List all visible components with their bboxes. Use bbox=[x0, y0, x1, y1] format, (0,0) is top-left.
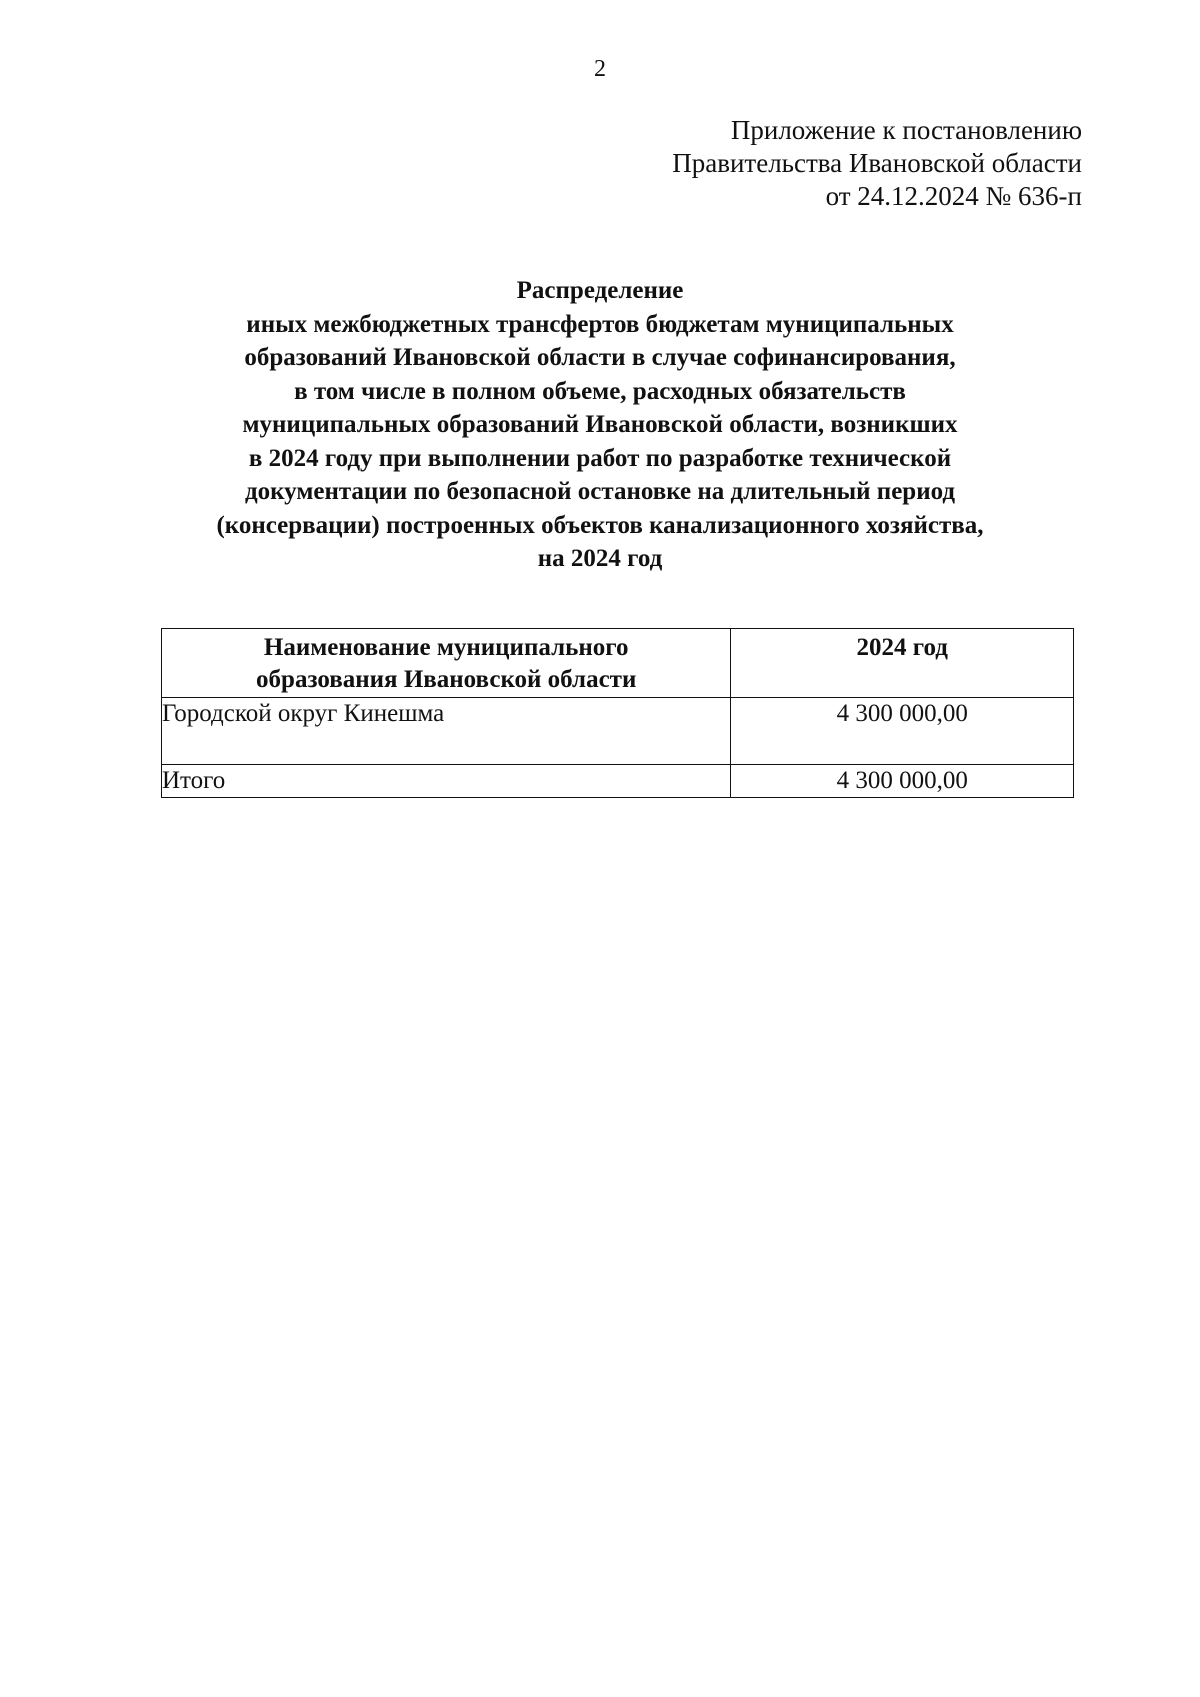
title-line: Распределение bbox=[516, 277, 684, 304]
header-municipality-name bbox=[162, 629, 731, 698]
title-line: (консервации) построенных объектов канализационного хозяйства, bbox=[216, 511, 984, 539]
total-amount-cell: 4 300 000,00 bbox=[731, 765, 1074, 798]
table-header-row bbox=[162, 629, 1074, 698]
title-line: иных межбюджетных трансфертов бюджетам муниципальных bbox=[246, 310, 954, 338]
page-number: 2 bbox=[594, 56, 606, 82]
appendix-reference bbox=[672, 114, 1082, 213]
total-label-cell: Итого bbox=[162, 765, 731, 798]
title-line: муниципальных образований Ивановской области, возникших bbox=[242, 411, 958, 438]
title-line: на 2024 год bbox=[537, 545, 663, 572]
appendix-line: Правительства Ивановской области bbox=[672, 148, 1082, 178]
table-row bbox=[162, 698, 1074, 765]
appendix-line: Приложение к постановлению bbox=[730, 115, 1082, 145]
header-name-line: образования Ивановской области bbox=[256, 666, 637, 693]
title-line: в 2024 году при выполнении работ по разработке технической bbox=[248, 444, 952, 472]
distribution-table bbox=[161, 628, 1074, 798]
header-name-line: Наименование муниципального bbox=[263, 634, 629, 661]
table-total-row bbox=[162, 765, 1074, 798]
document-title bbox=[0, 274, 1200, 576]
title-line: документации по безопасной остановке на длительный период bbox=[244, 478, 956, 505]
amount-cell: 4 300 000,00 bbox=[731, 698, 1074, 765]
appendix-line: от 24.12.2024 № 636-п bbox=[825, 181, 1082, 211]
header-year: 2024 год bbox=[731, 629, 1074, 698]
title-line: образований Ивановской области в случае софинансирования, bbox=[244, 344, 956, 371]
municipality-name-cell: Городской округ Кинешма bbox=[162, 698, 731, 765]
title-line: в том числе в полном объеме, расходных обязательств bbox=[294, 377, 906, 405]
